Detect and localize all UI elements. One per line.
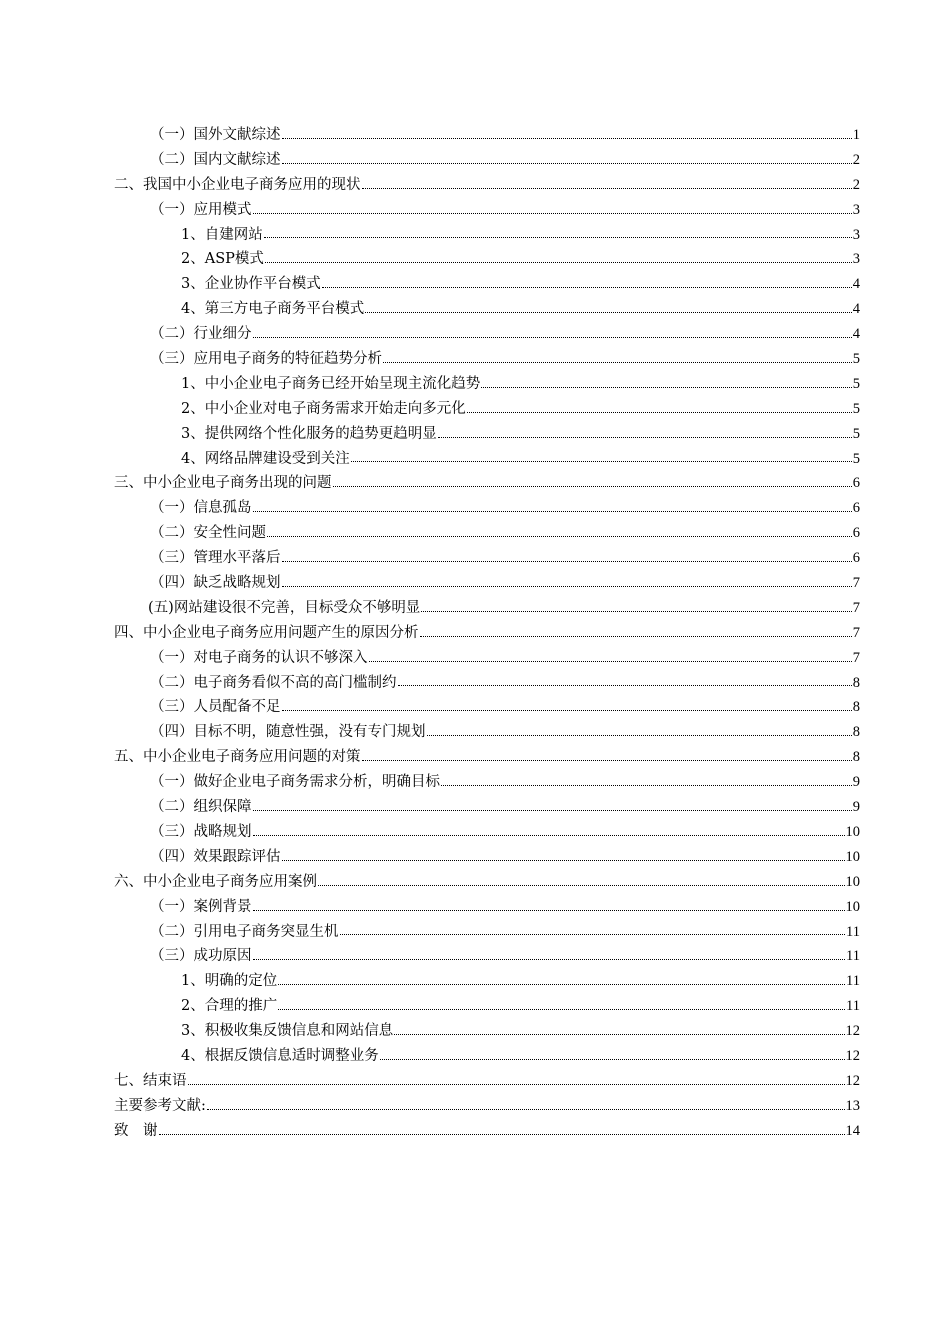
toc-entry[interactable] [114,646,860,671]
toc-entry[interactable] [114,223,860,248]
toc-entry-page-number: 9 [852,799,860,816]
toc-entry-page-number: 7 [852,649,860,666]
toc-entry[interactable] [114,870,860,895]
toc-entry[interactable] [114,920,860,945]
dot-leader [362,187,852,189]
dot-leader [278,983,845,985]
dot-leader [467,411,852,413]
dot-leader [351,460,852,462]
dot-leader [427,734,852,736]
toc-entry-title: 五、中小企业电子商务应用问题的对策 [114,749,361,766]
toc-entry[interactable] [114,347,860,372]
toc-entry-page-number: 7 [852,599,860,616]
dot-leader [253,909,845,911]
toc-entry-page-number: 9 [852,774,860,791]
toc-entry[interactable] [114,546,860,571]
toc-entry-title: 2、合理的推广 [181,998,278,1015]
toc-entry-page-number: 12 [845,1023,860,1040]
toc-entry-title: 1、自建网站 [181,226,263,243]
toc-entry-page-number: 7 [852,575,860,592]
toc-entry[interactable] [114,845,860,870]
toc-entry-title: 4、网络品牌建设受到关注 [181,450,350,467]
toc-entry-title: （三）成功原因 [150,948,252,965]
toc-entry-title: 3、企业协作平台模式 [181,276,321,293]
toc-entry[interactable] [114,447,860,472]
toc-entry-title: （三）管理水平落后 [150,550,281,567]
toc-entry-page-number: 4 [852,301,860,318]
dot-leader [188,1083,845,1085]
toc-entry-title: 4、第三方电子商务平台模式 [181,301,365,318]
toc-entry-title: （二）行业细分 [150,326,252,343]
toc-entry-title: （三）应用电子商务的特征趋势分析 [150,351,382,368]
toc-entry-title: 七、结束语 [114,1072,187,1089]
dot-leader [253,834,845,836]
toc-entry[interactable] [114,272,860,297]
toc-entry-page-number: 6 [852,475,860,492]
toc-entry-page-number: 10 [845,898,860,915]
toc-entry-page-number: 10 [845,848,860,865]
toc-entry-title: 主要参考文献: [114,1097,206,1114]
toc-entry[interactable] [114,397,860,422]
toc-entry[interactable] [114,994,860,1019]
dot-leader [383,361,852,363]
toc-entry-title: （二）国内文献综述 [150,151,281,168]
dot-leader [265,261,852,263]
toc-entry[interactable] [114,173,860,198]
toc-entry-page-number: 12 [845,1072,860,1089]
dot-leader [318,884,845,886]
toc-entry-page-number: 8 [852,724,860,741]
toc-entry-title: （四）目标不明，随意性强，没有专门规划 [150,724,426,741]
toc-entry[interactable] [114,1119,860,1144]
toc-entry-page-number: 4 [852,276,860,293]
toc-entry-title: 三、中小企业电子商务出现的问题 [114,475,332,492]
dot-leader [159,1133,845,1135]
dot-leader [207,1108,845,1110]
dot-leader [420,635,852,637]
toc-entry-page-number: 3 [852,226,860,243]
dot-leader [253,958,846,960]
dot-leader [438,436,852,438]
dot-leader [394,1033,844,1035]
toc-entry-title: 3、积极收集反馈信息和网站信息 [181,1023,394,1040]
dot-leader [369,660,852,662]
toc-entry-page-number: 5 [852,425,860,442]
toc-entry-title: （一）国外文献综述 [150,127,281,143]
dot-leader [253,336,852,338]
dot-leader [380,1058,845,1060]
toc-entry-title: （三）人员配备不足 [150,699,281,716]
toc-entry[interactable] [114,820,860,845]
dot-leader [362,759,852,761]
toc-entry-page-number: 13 [845,1097,860,1114]
toc-entry-page-number: 5 [852,400,860,417]
dot-leader [340,933,846,935]
dot-leader [365,311,852,313]
toc-entry[interactable] [114,770,860,795]
toc-entry[interactable] [114,745,860,770]
toc-entry-page-number: 5 [852,375,860,392]
toc-entry-title: 2、中小企业对电子商务需求开始走向多元化 [181,400,466,417]
dot-leader [322,286,852,288]
toc-entry[interactable] [114,372,860,397]
dot-leader [278,1008,845,1010]
toc-entry[interactable] [114,471,860,496]
toc-entry-page-number: 1 [852,127,860,143]
toc-entry[interactable] [114,895,860,920]
toc-entry[interactable] [114,969,860,994]
toc-entry-page-number: 11 [846,948,860,965]
toc-entry[interactable] [114,596,860,621]
toc-entry-page-number: 11 [846,973,860,990]
toc-entry-page-number: 8 [852,699,860,716]
dot-leader [282,137,852,139]
toc-entry-title: （二）安全性问题 [150,525,266,542]
toc-entry[interactable] [114,795,860,820]
toc-entry[interactable] [114,148,860,173]
toc-entry-page-number: 3 [852,201,860,218]
toc-entry-title: （二）引用电子商务突显生机 [150,923,339,940]
toc-entry[interactable] [114,695,860,720]
toc-entry[interactable] [114,671,860,696]
toc-entry-page-number: 2 [852,151,860,168]
toc-entry[interactable] [114,720,860,745]
table-of-contents [114,123,860,1144]
toc-entry[interactable] [114,123,860,148]
toc-entry[interactable] [114,247,860,272]
toc-entry-title: 1、明确的定位 [181,973,278,990]
toc-entry-page-number: 5 [852,450,860,467]
dot-leader [264,236,852,238]
toc-entry-page-number: 6 [852,550,860,567]
toc-entry-page-number: 7 [852,624,860,641]
toc-entry[interactable] [114,1069,860,1094]
toc-entry[interactable] [114,1094,860,1119]
toc-entry-page-number: 11 [846,923,860,940]
dot-leader [282,560,852,562]
toc-entry[interactable] [114,322,860,347]
dot-leader [333,485,852,487]
toc-entry-page-number: 10 [845,823,860,840]
toc-entry[interactable] [114,571,860,596]
toc-entry-title: (五)网站建设很不完善，目标受众不够明显 [148,599,421,616]
toc-entry-title: （一）做好企业电子商务需求分析，明确目标 [150,774,440,791]
toc-entry-page-number: 10 [845,873,860,890]
toc-entry-title: 致 谢 [114,1122,158,1139]
toc-entry[interactable] [114,944,860,969]
toc-entry[interactable] [114,422,860,447]
toc-entry-page-number: 11 [846,998,860,1015]
dot-leader [441,784,852,786]
dot-leader [421,610,851,612]
toc-entry-title: 四、中小企业电子商务应用问题产生的原因分析 [114,624,419,641]
dot-leader [398,684,852,686]
toc-entry-page-number: 6 [852,500,860,517]
toc-entry-title: （四）缺乏战略规划 [150,575,281,592]
toc-entry-title: （三）战略规划 [150,823,252,840]
toc-entry-page-number: 8 [852,674,860,691]
toc-entry[interactable] [114,1044,860,1069]
toc-entry-page-number: 6 [852,525,860,542]
toc-entry[interactable] [114,496,860,521]
dot-leader [282,585,852,587]
toc-entry-page-number: 4 [852,326,860,343]
toc-entry-page-number: 3 [852,251,860,268]
dot-leader [267,535,852,537]
toc-entry[interactable] [114,521,860,546]
toc-entry[interactable] [114,1019,860,1044]
toc-entry[interactable] [114,297,860,322]
dot-leader [282,709,852,711]
toc-entry-page-number: 8 [852,749,860,766]
toc-entry-page-number: 5 [852,351,860,368]
toc-entry-title: （一）信息孤岛 [150,500,252,517]
toc-entry-title: （一）应用模式 [150,201,252,218]
toc-entry-page-number: 12 [845,1047,860,1064]
dot-leader [253,510,852,512]
toc-entry-title: 2、ASP模式 [181,251,264,268]
toc-entry-page-number: 14 [845,1122,860,1139]
toc-entry-page-number: 2 [852,176,860,193]
toc-entry-title: （一）对电子商务的认识不够深入 [150,649,368,666]
dot-leader [253,809,852,811]
toc-entry-title: 4、根据反馈信息适时调整业务 [181,1047,379,1064]
toc-entry-title: 二、我国中小企业电子商务应用的现状 [114,176,361,193]
toc-entry[interactable] [114,621,860,646]
toc-entry[interactable] [114,198,860,223]
toc-entry-title: 六、中小企业电子商务应用案例 [114,873,317,890]
toc-entry-title: 1、中小企业电子商务已经开始呈现主流化趋势 [181,375,481,392]
toc-entry-title: （二）组织保障 [150,799,252,816]
dot-leader [253,212,852,214]
dot-leader [282,859,845,861]
toc-entry-title: （二）电子商务看似不高的高门槛制约 [150,674,397,691]
dot-leader [282,162,852,164]
dot-leader [481,386,852,388]
toc-entry-title: （四）效果跟踪评估 [150,848,281,865]
toc-entry-title: （一）案例背景 [150,898,252,915]
toc-entry-title: 3、提供网络个性化服务的趋势更趋明显 [181,425,437,442]
